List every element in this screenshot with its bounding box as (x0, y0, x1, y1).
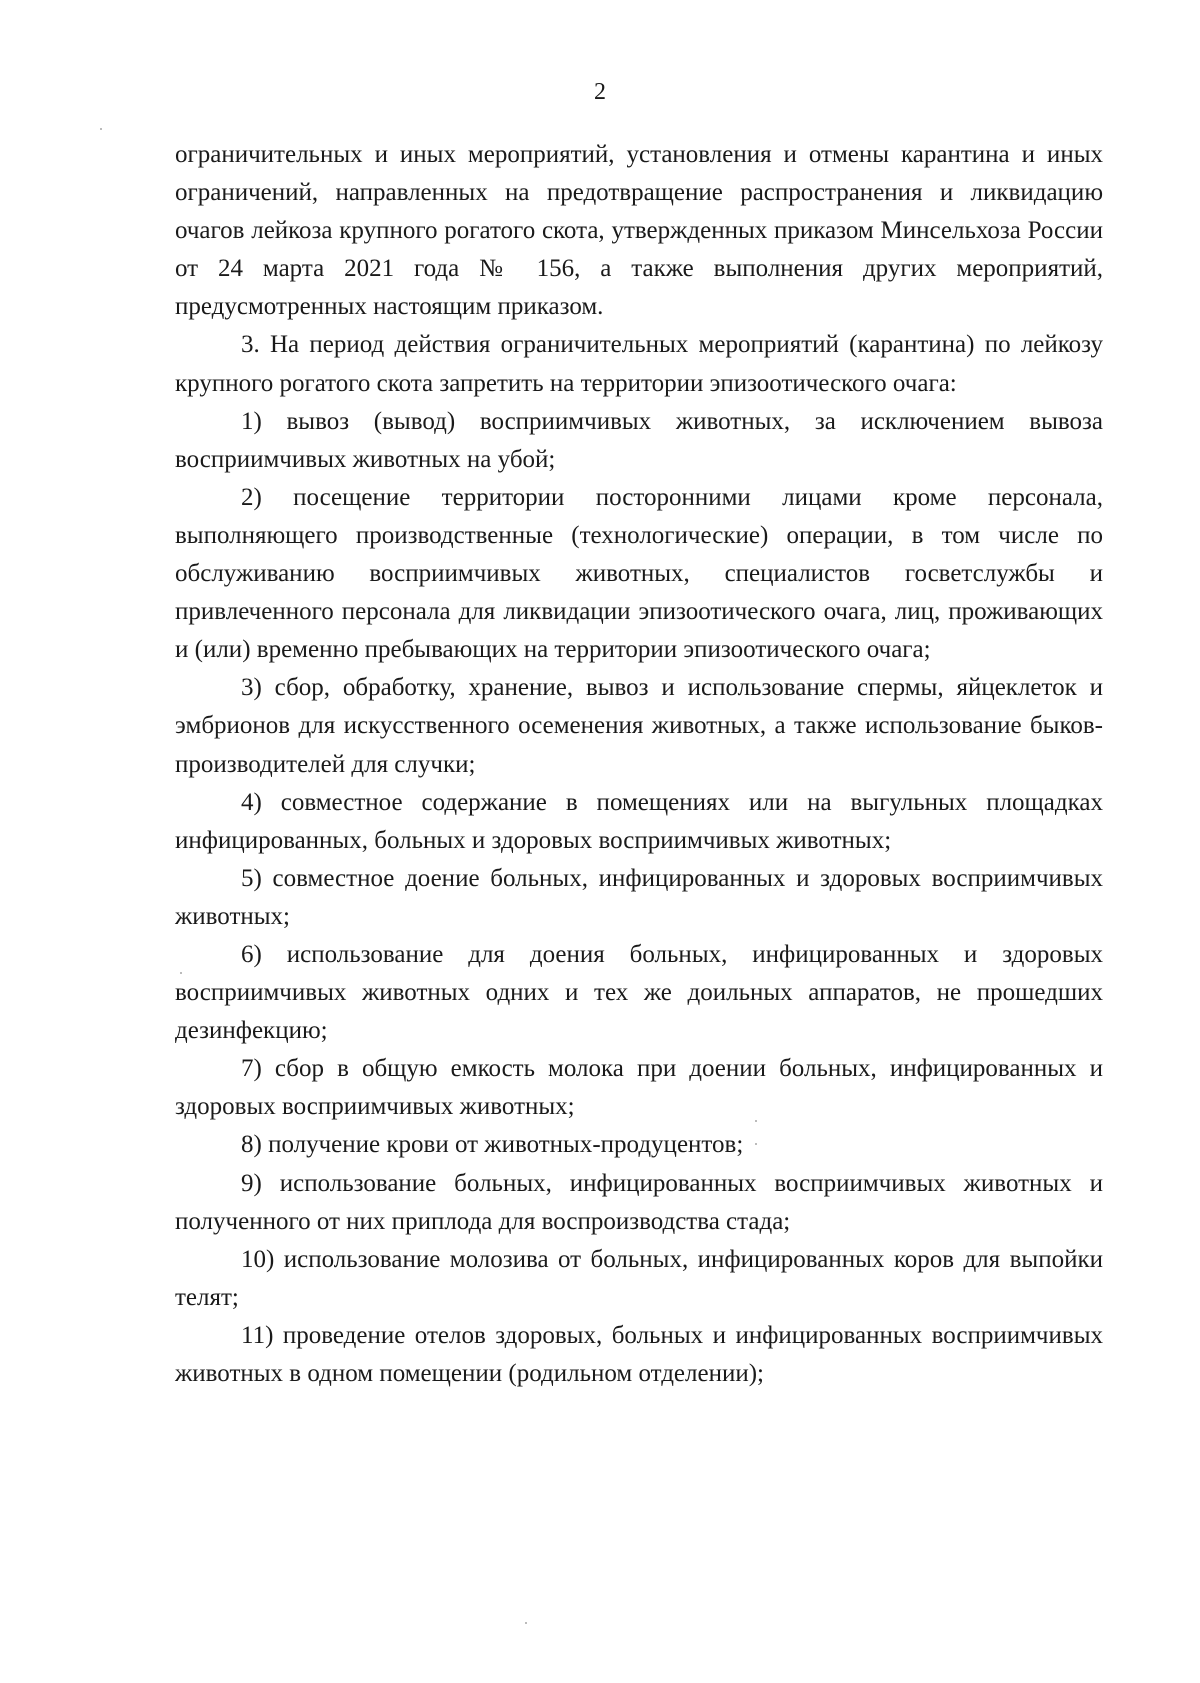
list-item-7: 7) сбор в общую емкость молока при доении больных, инфицированных и здоровых восприимчивых животных; (175, 1055, 1103, 1121)
paragraph-item-3: 3. На период действия ограничительных мероприятий (карантина) по лейкозу крупного рогатого скота запретить на территории эпизоотического очага: (175, 331, 1103, 397)
scan-artifact (755, 1120, 757, 1122)
list-item-6: 6) использование для доения больных, инфицированных и здоровых восприимчивых животных одних и тех же доильных аппаратов, не прошедших дезинфекцию; (175, 940, 1103, 1045)
list-item-5: 5) совместное доение больных, инфицированных и здоровых восприимчивых животных; (175, 864, 1103, 930)
list-item-11: 11) проведение отелов здоровых, больных и инфицированных восприимчивых животных в одном помещении (родильном отделении); (175, 1321, 1103, 1387)
list-item-9: 9) использование больных, инфицированных восприимчивых животных и полученного от них приплода для воспроизводства стада; (175, 1169, 1103, 1235)
scan-artifact (755, 1143, 757, 1145)
scan-artifact (100, 128, 102, 130)
list-item-1: 1) вывоз (вывод) восприимчивых животных, за исключением вывоза восприимчивых животных на убой; (175, 407, 1103, 473)
paragraph-continuation: ограничительных и иных мероприятий, установления и отмены карантина и иных ограничений, направленных на предотвращение распространения и ликвидацию очагов лейкоза крупного рогатого скота, утвержденных приказом Минсельхоза России от 24 марта 2021 года № 156, а также выполнения других мероприятий, предусмотренных настоящим приказом. (175, 141, 1103, 321)
list-item-8: 8) получение крови от животных-продуцентов; (241, 1131, 744, 1159)
list-item-4: 4) совместное содержание в помещениях или на выгульных площадках инфицированных, больных и здоровых восприимчивых животных; (175, 788, 1103, 854)
document-body (175, 136, 1103, 1393)
scan-artifact (525, 1622, 527, 1624)
list-item-3: 3) сбор, обработку, хранение, вывоз и использование спермы, яйцеклеток и эмбрионов для искусственного осеменения животных, а также использование быков-производителей для случки; (175, 674, 1103, 778)
scan-artifact (180, 972, 182, 974)
list-item-2: 2) посещение территории посторонними лицами кроме персонала, выполняющего производственные (технологические) операции, в том числе по обслуживанию восприимчивых животных, специалистов госветслужбы и привлеченного персонала для ликвидации эпизоотического очага, лиц, проживающих и (или) временно пребывающих на территории эпизоотического очага; (175, 483, 1103, 664)
page-number: 2 (594, 79, 606, 105)
list-item-10: 10) использование молозива от больных, инфицированных коров для выпойки телят; (175, 1245, 1103, 1311)
